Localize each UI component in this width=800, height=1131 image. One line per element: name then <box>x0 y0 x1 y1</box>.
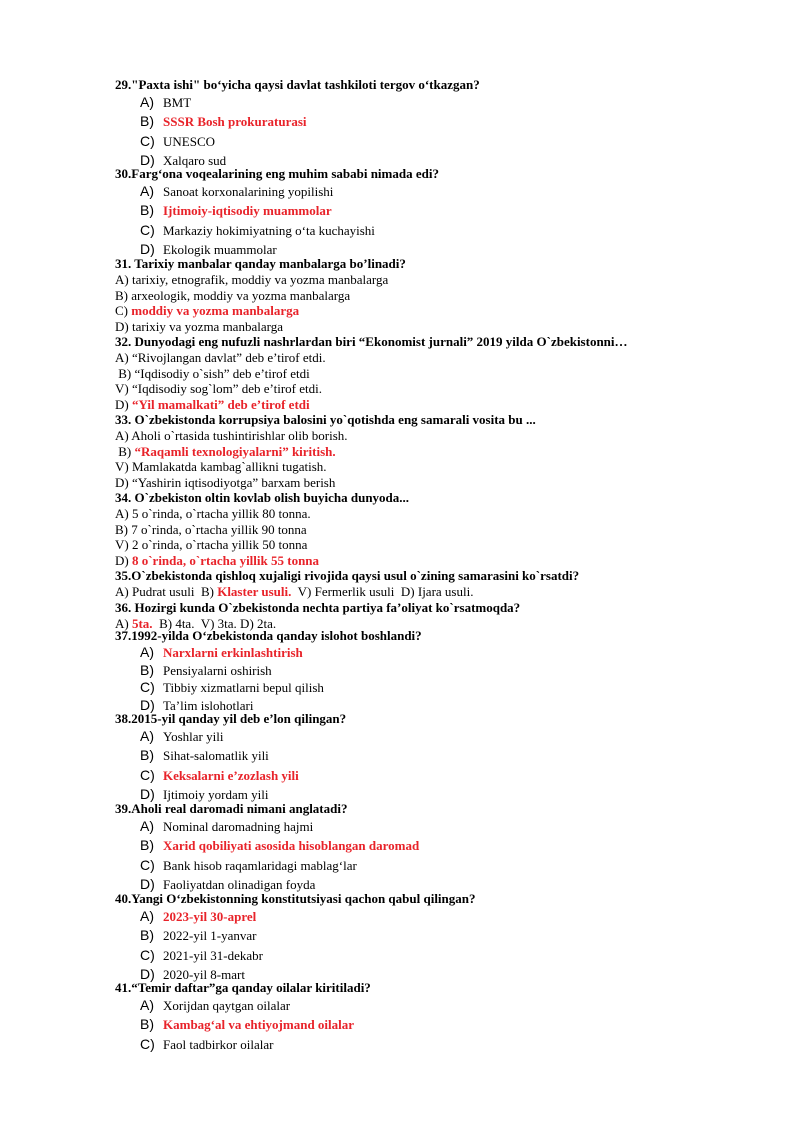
option-text: UNESCO <box>163 133 216 149</box>
option-text: Bank hisob raqamlaridagi mablag‘lar <box>163 857 357 873</box>
question-title: 36. Hozirgi kunda O`zbekistonda nechta partiya fa’oliyat ko`rsatmoqda? <box>115 599 521 615</box>
question-block <box>115 77 480 170</box>
correct-answer: “Raqamli texnologiyalarni” kiritish. <box>134 443 336 459</box>
question-title: 40.Yangi O‘zbekistonning konstitutsiyasi qachon qabul qilingan? <box>115 891 476 906</box>
answer-option <box>140 926 476 945</box>
option-text: Narxlarni erkinlashtirish <box>163 645 303 660</box>
option-text: 2023-yil 30-aprel <box>163 909 257 924</box>
question-block <box>115 980 371 1054</box>
answer-option-correct <box>140 201 439 220</box>
option-text: Sanoat korxonalarining yopilishi <box>163 184 334 199</box>
answer-prefix: A) <box>115 615 132 631</box>
option-text: Markaziy hokimiyatning o‘ta kuchayishi <box>163 222 375 238</box>
answer-option <box>140 662 422 680</box>
compact-questions <box>115 256 628 631</box>
answer-option-correct <box>140 836 419 855</box>
answer-line: V) 2 o`rinda, o`rtacha yillik 50 tonna <box>115 537 308 552</box>
option-letter: C) <box>140 946 155 963</box>
question-title: 38.2015-yil qanday yil deb e’lon qilingan? <box>115 711 347 726</box>
answer-option <box>140 182 439 201</box>
option-letter: A) <box>140 908 154 924</box>
answer-line-correct <box>115 444 628 460</box>
answer-option <box>140 221 439 240</box>
option-text: 2021-yil 31-dekabr <box>163 947 264 963</box>
option-letter: C) <box>140 132 155 149</box>
question-title: 31. Tarixiy manbalar qanday manbalarga bo’linadi? <box>115 256 406 271</box>
option-letter: D) <box>140 697 155 714</box>
answer-option-correct <box>140 766 346 785</box>
answer-line: B) arxeologik, moddiy va yozma manbalarga <box>115 287 351 303</box>
question-block <box>115 166 439 259</box>
answer-option <box>140 679 422 697</box>
option-text: Sihat-salomatlik yili <box>163 748 269 764</box>
option-letter: B) <box>140 202 154 219</box>
option-letter: A) <box>140 997 154 1013</box>
option-text: 2022-yil 1-yanvar <box>163 928 257 944</box>
option-text: Xorijdan qaytgan oilalar <box>163 998 291 1013</box>
option-letter: B) <box>140 927 154 944</box>
option-letter: B) <box>140 747 154 764</box>
option-text: Ijtimoiy-iqtisodiy muammolar <box>163 203 332 219</box>
answer-option <box>140 93 480 112</box>
answer-option <box>140 746 346 765</box>
answer-line-correct <box>115 397 628 413</box>
option-text: Kambag‘al va ehtiyojmand oilalar <box>163 1017 355 1033</box>
answer-prefix: C) <box>115 303 132 318</box>
option-letter: D) <box>140 965 155 982</box>
answer-option <box>140 817 419 836</box>
question-block <box>115 801 419 894</box>
option-letter: C) <box>140 1035 155 1052</box>
option-letter: C) <box>140 221 155 238</box>
answer-option-correct <box>140 907 476 926</box>
option-text: Ta’lim islohotlari <box>163 698 254 714</box>
question-title: 41.“Temir daftar”ga qanday oilalar kiritiladi? <box>115 980 371 995</box>
question-title: 30.Farg‘ona voqealarining eng muhim sababi nimada edi? <box>115 166 439 181</box>
answer-line: A) “Rivojlangan davlat” deb e’tirof etdi. <box>115 350 326 365</box>
answer-line: A) Aholi o`rtasida tushintirishlar olib borish. <box>115 428 348 443</box>
option-text: Faoliyatdan olinadigan foyda <box>163 876 316 892</box>
option-letter: B) <box>140 661 154 678</box>
answer-line: B) “Iqdisodiy o`sish” deb e’tirof etdi <box>115 365 310 381</box>
option-letter: D) <box>140 785 155 802</box>
answer-line: D) tarixiy va yozma manbalarga <box>115 318 283 334</box>
question-title: 32. Dunyodagi eng nufuzli nashrlardan biri “Ekonomist jurnali” 2019 yilda O`zbekistonni… <box>115 334 628 349</box>
answer-option <box>140 1035 371 1054</box>
correct-answer: “Yil mamalkati” deb e’tirof etdi <box>131 396 310 412</box>
answer-option <box>140 727 346 746</box>
answer-line: V) Mamlakatda kambag`allikni tugatish. <box>115 459 327 474</box>
answer-option-correct <box>140 644 422 662</box>
answer-option-correct <box>140 112 480 131</box>
option-letter: D) <box>140 240 155 257</box>
answer-line-correct <box>115 303 628 319</box>
question-title: 37.1992-yilda O‘zbekistonda qanday islohot boshlandi? <box>115 628 422 643</box>
correct-answer: Klaster usuli. <box>217 584 292 599</box>
option-letter: A) <box>140 644 154 660</box>
question-title: 35.O`zbekistonda qishloq xujaligi rivojida qaysi usul o`zining samarasini ko`rsatdi? <box>115 568 580 583</box>
option-text: SSSR Bosh prokuraturasi <box>163 114 307 130</box>
question-block <box>115 711 346 804</box>
option-letter: B) <box>140 837 154 854</box>
option-letter: C) <box>140 679 155 696</box>
answer-prefix: A) Pudrat usuli B) <box>115 584 218 599</box>
option-text: Faol tadbirkor oilalar <box>163 1036 274 1052</box>
question-title: 39.Aholi real daromadi nimani anglatadi? <box>115 801 348 816</box>
option-text: Nominal daromadning hajmi <box>163 819 314 834</box>
answer-line-correct <box>115 584 628 600</box>
option-text: Xarid qobiliyati asosida hisoblangan daromad <box>163 838 420 854</box>
answer-prefix: D) <box>115 396 132 412</box>
correct-answer: 8 o`rinda, o`rtacha yillik 55 tonna <box>131 552 320 568</box>
option-letter: A) <box>140 183 154 199</box>
answer-line: B) 7 o`rinda, o`rtacha yillik 90 tonna <box>115 521 307 537</box>
option-text: Yoshlar yili <box>163 729 224 744</box>
answer-line: D) “Yashirin iqtisodiyotga” barxam berish <box>115 474 336 490</box>
option-text: BMT <box>163 95 192 110</box>
answer-option <box>140 996 371 1015</box>
option-text: 2020-yil 8-mart <box>163 966 245 982</box>
answer-prefix: B) <box>115 443 135 459</box>
option-letter: D) <box>140 875 155 892</box>
option-text: Keksalarni e’zozlash yili <box>163 767 299 783</box>
answer-line: A) 5 o`rinda, o`rtacha yillik 80 tonna. <box>115 506 311 521</box>
option-letter: C) <box>140 766 155 783</box>
correct-answer: moddiy va yozma manbalarga <box>131 303 300 318</box>
correct-answer: 5ta. <box>131 615 153 631</box>
answer-line: A) tarixiy, etnografik, moddiy va yozma manbalarga <box>115 272 389 287</box>
option-letter: B) <box>140 113 154 130</box>
option-letter: A) <box>140 818 154 834</box>
answer-option <box>140 946 476 965</box>
option-text: Pensiyalarni oshirish <box>163 662 272 678</box>
option-letter: A) <box>140 94 154 110</box>
answer-suffix: B) 4ta. V) 3ta. D) 2ta. <box>152 615 277 631</box>
option-letter: C) <box>140 856 155 873</box>
answer-line: V) “Iqdisodiy sog`lom” deb e’tirof etdi. <box>115 381 322 396</box>
answer-option <box>140 856 419 875</box>
option-letter: A) <box>140 728 154 744</box>
option-text: Tibbiy xizmatlarni bepul qilish <box>163 680 324 696</box>
question-title: 29."Paxta ishi" bo‘yicha qaysi davlat tashkiloti tergov o‘tkazgan? <box>115 77 480 92</box>
answer-prefix: D) <box>115 552 132 568</box>
question-block <box>115 628 422 715</box>
answer-suffix: V) Fermerlik usuli D) Ijara usuli. <box>291 584 474 599</box>
answer-line-correct <box>115 553 628 569</box>
question-title: 33. O`zbekistonda korrupsiya balosini yo`qotishda eng samarali vosita bu ... <box>115 412 536 427</box>
option-text: Ekologik muammolar <box>163 241 277 257</box>
option-letter: D) <box>140 151 155 168</box>
answer-option-correct <box>140 1015 371 1034</box>
option-text: Ijtimoiy yordam yili <box>163 786 269 802</box>
question-block <box>115 891 476 984</box>
option-text: Xalqaro sud <box>163 152 227 168</box>
answer-option <box>140 132 480 151</box>
option-letter: B) <box>140 1016 154 1033</box>
question-title: 34. O`zbekiston oltin kovlab olish buyicha dunyoda... <box>115 490 410 505</box>
